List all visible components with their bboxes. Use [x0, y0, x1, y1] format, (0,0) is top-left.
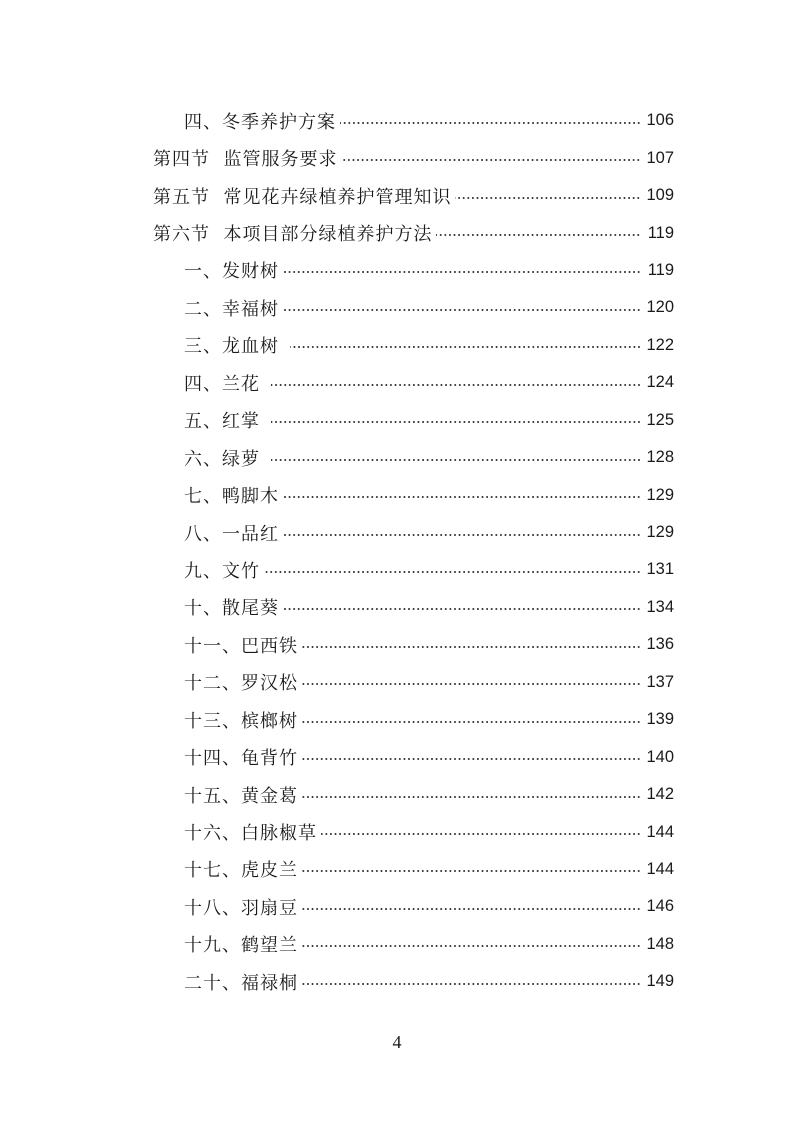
toc-entry-title: 十六、白脉椒草 [184, 823, 317, 845]
toc-entry[interactable] [0, 364, 794, 401]
toc-entry-title: 十四、龟背竹 [184, 748, 298, 770]
toc-entry-page: 136 [646, 635, 674, 654]
toc-entry[interactable] [0, 514, 794, 551]
dot-leader [283, 496, 641, 498]
dot-leader [302, 908, 641, 910]
toc-entry-title: 十五、黄金葛 [184, 785, 298, 807]
toc-entry[interactable] [0, 327, 794, 364]
toc-entry-page: 119 [647, 260, 674, 279]
toc-entry-title: 八、一品红 [184, 523, 279, 545]
dot-leader [271, 384, 641, 386]
toc-entry[interactable] [0, 289, 794, 326]
toc-entry[interactable] [0, 439, 794, 476]
dot-leader [340, 122, 641, 124]
dot-leader [283, 608, 641, 610]
toc-entry[interactable] [0, 813, 794, 850]
table-of-contents [0, 102, 794, 1001]
toc-entry-page: 131 [646, 560, 674, 579]
toc-entry[interactable] [0, 177, 794, 214]
toc-entry-title: 第六节 本项目部分绿植养护方法 [153, 224, 433, 246]
toc-entry-title: 第五节 常见花卉绿植养护管理知识 [153, 186, 452, 208]
toc-entry[interactable] [0, 776, 794, 813]
toc-entry[interactable] [0, 664, 794, 701]
toc-entry-page: 142 [646, 785, 674, 804]
toc-entry-title: 七、鸭脚木 [184, 486, 279, 508]
toc-entry-page: 109 [646, 186, 674, 205]
toc-entry-title: 六、绿萝 [184, 448, 267, 470]
toc-entry[interactable] [0, 102, 794, 139]
toc-entry-title: 第四节 监管服务要求 [153, 149, 338, 171]
dot-leader [302, 796, 641, 798]
toc-entry[interactable] [0, 252, 794, 289]
toc-entry-page: 122 [646, 335, 674, 354]
dot-leader [302, 683, 641, 685]
toc-entry-page: 146 [646, 897, 674, 916]
toc-entry[interactable] [0, 476, 794, 513]
toc-entry-title: 一、发财树 [184, 261, 279, 283]
dot-leader [436, 234, 641, 236]
toc-entry[interactable] [0, 402, 794, 439]
dot-leader [283, 309, 641, 311]
toc-entry-page: 119 [647, 223, 674, 242]
toc-entry-page: 125 [646, 410, 674, 429]
dot-leader [283, 534, 641, 536]
toc-entry[interactable] [0, 926, 794, 963]
dot-leader [302, 945, 641, 947]
toc-entry-page: 129 [646, 523, 674, 542]
dot-leader [264, 571, 641, 573]
toc-entry-page: 128 [646, 448, 674, 467]
toc-entry-title: 九、文竹 [184, 560, 260, 582]
toc-entry[interactable] [0, 589, 794, 626]
toc-entry-title: 二、幸福树 [184, 298, 279, 320]
toc-entry[interactable] [0, 888, 794, 925]
toc-entry-page: 140 [646, 747, 674, 766]
toc-entry[interactable] [0, 214, 794, 251]
dot-leader [455, 197, 641, 199]
toc-entry-title: 三、龙血树 [184, 336, 286, 358]
dot-leader [302, 646, 641, 648]
toc-entry-page: 120 [646, 298, 674, 317]
dot-leader [302, 983, 641, 985]
page-number: 4 [392, 1032, 402, 1052]
toc-entry[interactable] [0, 738, 794, 775]
toc-entry-page: 149 [646, 972, 674, 991]
toc-entry[interactable] [0, 851, 794, 888]
toc-entry-title: 十、散尾葵 [184, 598, 279, 620]
toc-entry-title: 十九、鹤望兰 [184, 935, 298, 957]
dot-leader [302, 721, 641, 723]
toc-entry[interactable] [0, 626, 794, 663]
toc-entry-title: 十七、虎皮兰 [184, 860, 298, 882]
toc-entry-page: 129 [646, 485, 674, 504]
toc-entry-title: 四、冬季养护方案 [184, 111, 336, 133]
toc-entry-page: 106 [646, 111, 674, 130]
dot-leader [271, 421, 641, 423]
dot-leader [302, 870, 641, 872]
toc-entry[interactable] [0, 701, 794, 738]
toc-entry[interactable] [0, 139, 794, 176]
toc-entry-page: 137 [646, 672, 674, 691]
toc-entry-page: 124 [646, 373, 674, 392]
toc-entry-title: 五、红掌 [184, 411, 267, 433]
toc-entry-page: 107 [646, 148, 674, 167]
toc-entry-title: 十二、罗汉松 [184, 673, 298, 695]
toc-entry-page: 134 [646, 597, 674, 616]
dot-leader [271, 459, 641, 461]
toc-entry[interactable] [0, 551, 794, 588]
toc-entry-page: 144 [646, 822, 674, 841]
dot-leader [302, 758, 641, 760]
toc-entry-title: 十三、槟榔树 [184, 710, 298, 732]
dot-leader [290, 346, 641, 348]
toc-entry-title: 十八、羽扇豆 [184, 897, 298, 919]
dot-leader [283, 271, 641, 273]
dot-leader [341, 159, 641, 161]
toc-entry-title: 四、兰花 [184, 373, 267, 395]
dot-leader [321, 833, 641, 835]
toc-entry-page: 148 [646, 934, 674, 953]
toc-entry-page: 144 [646, 859, 674, 878]
toc-entry-title: 二十、福禄桐 [184, 972, 298, 994]
toc-entry[interactable] [0, 963, 794, 1000]
toc-entry-page: 139 [646, 710, 674, 729]
toc-entry-title: 十一、巴西铁 [184, 635, 298, 657]
